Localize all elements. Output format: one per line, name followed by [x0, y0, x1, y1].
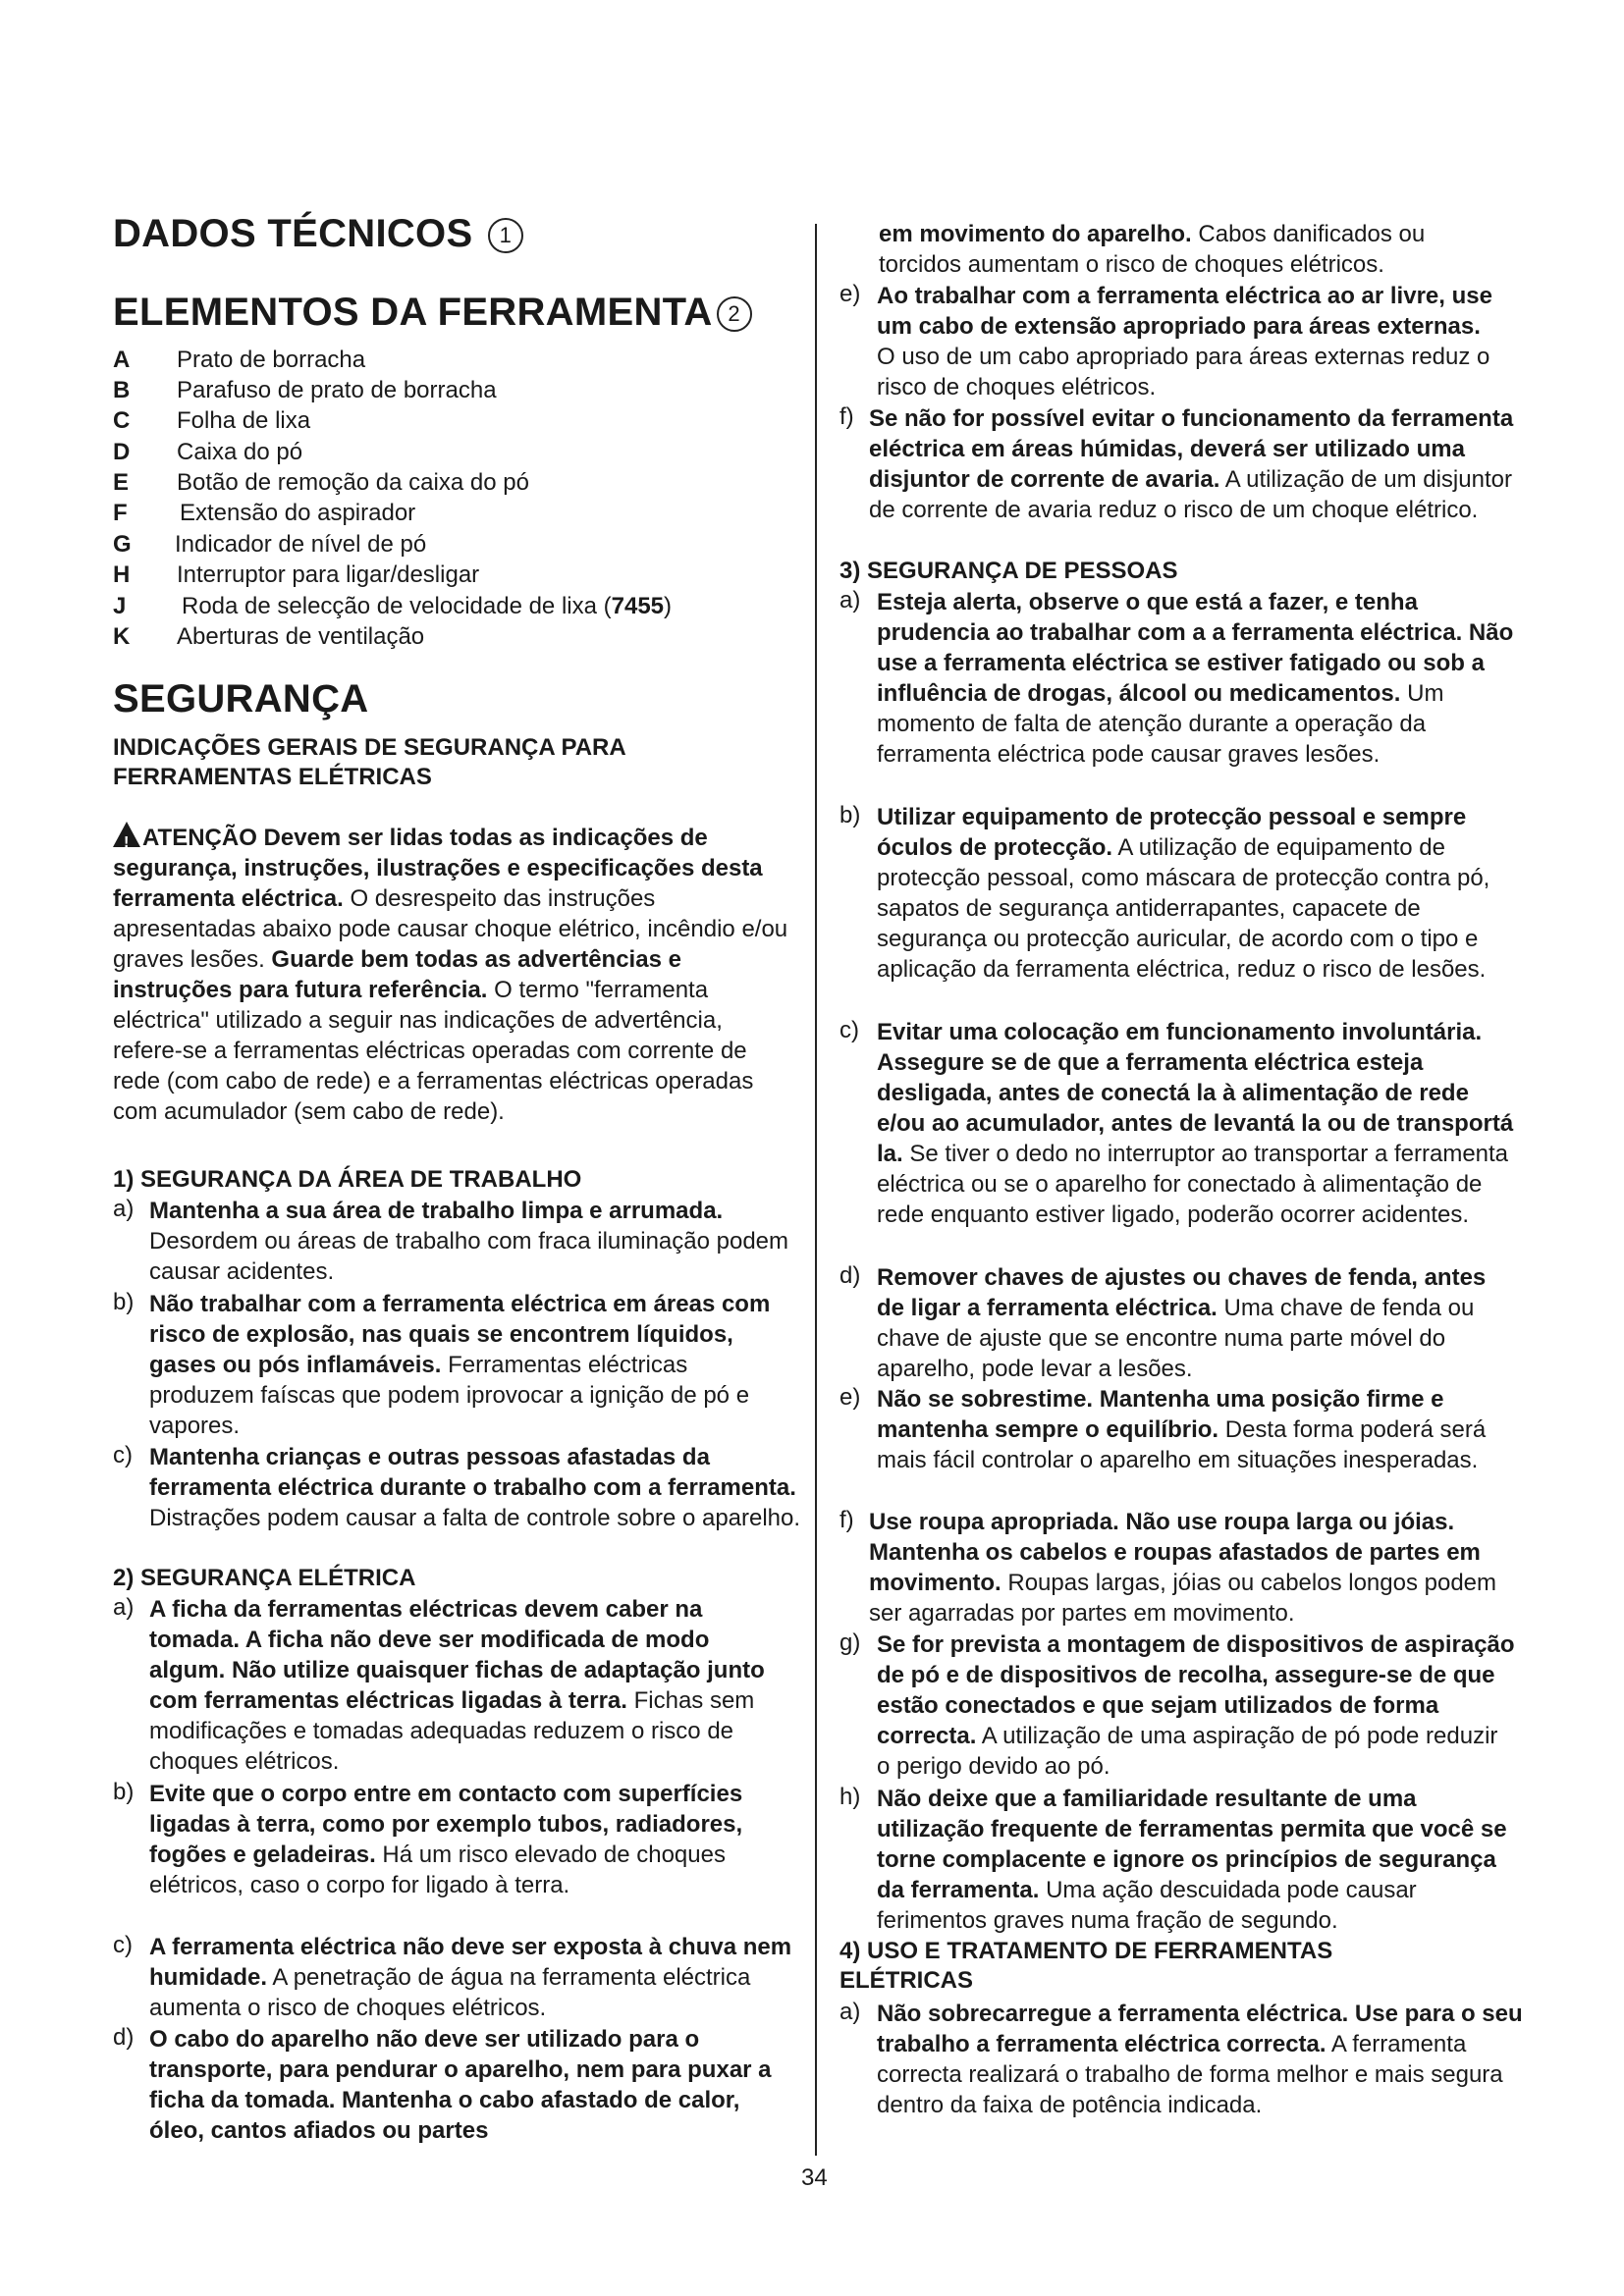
item-text: A utilização de equipamento de protecção pessoal, como máscara de protecção contra pó, sapatos de segurança antiderrapantes, capacete de segurança ou protecção auricular, de acordo com o tipo e aplicação da ferramenta eléctrica, reduz o risco de lesões.: [877, 834, 1490, 983]
item-text: Ferramentas eléctricas produzem faíscas que podem iprovocar a ignição de pó e vapores.: [149, 1352, 750, 1439]
item-3f: [869, 1507, 1517, 1629]
item-label: c): [113, 1442, 133, 1468]
item-text: A utilização de uma aspiração de pó pode reduzir o perigo devido ao pó.: [877, 1723, 1498, 1780]
warning-bold: ATENÇÃO Devem ser lidas todas as indicações de segurança, instruções, ilustrações e especificações desta ferramenta eléctrica.: [113, 825, 763, 912]
element-text: Extensão do aspirador: [180, 500, 416, 526]
item-text: O uso de um cabo apropriado para áreas externas reduz o risco de choques elétricos.: [877, 344, 1490, 400]
section-1-heading: 1) SEGURANÇA DA ÁREA DE TRABALHO: [113, 1166, 582, 1193]
title-seguranca: SEGURANÇA: [113, 677, 369, 721]
item-label: c): [113, 1932, 133, 1958]
element-letter: G: [113, 531, 132, 558]
section-4-heading: [839, 1937, 1429, 1996]
item-3e: [877, 1384, 1515, 1475]
item-3d: [877, 1262, 1515, 1384]
item-text: Se tiver o dedo no interruptor ao transportar a ferramenta eléctrica ou se o aparelho for conectado à alimentação de rede enquanto estiver ligado, poderão ocorrer acidentes.: [877, 1141, 1509, 1228]
item-bold: Esteja alerta, observe o que está a fazer, e tenha prudencia ao trabalhar com a a ferramenta eléctrica. Não use a ferramenta eléctrica se estiver fatigado ou sob a influência de drogas, álcool ou medicamentos.: [877, 589, 1514, 707]
item-text: Uma chave de fenda ou chave de ajuste que se encontre numa parte móvel do aparelho, pode levar a lesões.: [877, 1295, 1475, 1382]
item-bold: Se for prevista a montagem de dispositivos de aspiração de pó e de dispositivos de recolha, assegure-se de que estão conectados e que sejam utilizados de forma correcta.: [877, 1631, 1515, 1749]
item-text: Cabos danificados ou torcidos aumentam o risco de choques elétricos.: [879, 221, 1426, 278]
item-label: h): [839, 1784, 861, 1810]
item-bold: O cabo do aparelho não deve ser utilizado para o transporte, para pendurar o aparelho, nem para puxar a ficha da tomada. Mantenha o cabo afastado de calor, óleo, cantos afiados ou partes: [149, 2026, 772, 2144]
item-bold: Não trabalhar com a ferramenta eléctrica em áreas com risco de explosão, nas quais se encontrem líquidos, gases ou pós inflamáveis.: [149, 1291, 771, 1378]
item-bold: Não sobrecarregue a ferramenta eléctrica. Use para o seu trabalho a ferramenta eléctrica correcta.: [877, 2001, 1523, 2057]
warning-triangle-icon: [113, 822, 140, 847]
item-bold: Mantenha crianças e outras pessoas afastadas da ferramenta eléctrica durante o trabalho com a ferramenta.: [149, 1444, 796, 1501]
element-letter: J: [113, 593, 127, 619]
element-text: Indicador de nível de pó: [175, 531, 427, 558]
item-text: A ferramenta correcta realizará o trabalho de forma melhor e mais segura dentro da faixa de potência indicada.: [877, 2031, 1503, 2118]
item-bold: Remover chaves de ajustes ou chaves de fenda, antes de ligar a ferramenta eléctrica.: [877, 1264, 1487, 1321]
item-bold: Evitar uma colocação em funcionamento involuntária. Assegure se de que a ferramenta eléctrica esteja desligada, antes de conectá la à alimentação de rede e/ou ao acumulador, antes de levantá la ou de transportá la.: [877, 1019, 1514, 1167]
item-label: f): [839, 403, 854, 430]
item-1c: [149, 1442, 807, 1533]
item-2d: [149, 2024, 778, 2146]
warning-paragraph: [113, 822, 790, 1127]
title-dados-tecnicos: [113, 212, 523, 256]
column-divider: [815, 224, 817, 2156]
item-bold: Ao trabalhar com a ferramenta eléctrica ao ar livre, use um cabo de extensão apropriado para áreas externas.: [877, 283, 1492, 340]
item-label: b): [839, 802, 861, 828]
item-3a: [877, 587, 1515, 770]
element-letter: K: [113, 623, 131, 650]
item-3g: [877, 1629, 1515, 1782]
element-text: Botão de remoção da caixa do pó: [177, 469, 529, 496]
item-3c: [877, 1017, 1515, 1230]
element-letter: A: [113, 347, 131, 373]
element-letter: B: [113, 377, 131, 403]
item-label: e): [839, 281, 861, 307]
item-label: g): [839, 1629, 861, 1656]
item-label: d): [113, 2024, 135, 2051]
section-3-heading: 3) SEGURANÇA DE PESSOAS: [839, 558, 1178, 584]
element-text: Parafuso de prato de borracha: [177, 377, 497, 403]
item-2d-continued: [879, 219, 1497, 280]
element-letter: E: [113, 469, 130, 496]
item-bold: Use roupa apropriada. Não use roupa larga ou jóias. Mantenha os cabelos e roupas afastados de partes em movimento.: [869, 1509, 1481, 1596]
element-text: Caixa do pó: [177, 439, 303, 465]
item-2b: [149, 1779, 778, 1900]
element-text-after: ): [664, 593, 673, 619]
item-1b: [149, 1289, 787, 1441]
item-text: Há um risco elevado de choques elétricos, caso o corpo for ligado à terra.: [149, 1842, 726, 1898]
item-2a: [149, 1594, 778, 1777]
element-letter: H: [113, 561, 131, 588]
item-label: e): [839, 1384, 861, 1411]
item-label: a): [113, 1196, 135, 1222]
element-letter: F: [113, 500, 128, 526]
title-elementos: [113, 291, 752, 335]
element-text: Folha de lixa: [177, 407, 311, 434]
element-text: [182, 593, 672, 620]
item-3b: [877, 802, 1515, 985]
item-text: Roupas largas, jóias ou cabelos longos podem ser agarradas por partes em movimento.: [869, 1570, 1497, 1627]
title-text: ELEMENTOS DA FERRAMENTA: [113, 291, 713, 334]
warning-bold: Guarde bem todas as advertências e instruções para futura referência.: [113, 946, 681, 1003]
element-text: Interruptor para ligar/desligar: [177, 561, 480, 588]
item-label: c): [839, 1017, 859, 1043]
figure-ref-1: 1: [488, 218, 523, 253]
model-number: 7455: [611, 593, 665, 619]
element-letter: D: [113, 439, 131, 465]
item-text: Desordem ou áreas de trabalho com fraca iluminação podem causar acidentes.: [149, 1228, 789, 1285]
item-label: d): [839, 1262, 861, 1289]
item-label: a): [113, 1594, 135, 1621]
page-number: 34: [801, 2164, 828, 2191]
item-2f: [869, 403, 1517, 525]
element-letter: C: [113, 407, 131, 434]
item-3h: [877, 1784, 1525, 1936]
item-bold: A ficha da ferramentas eléctricas devem caber na tomada. A ficha não deve ser modificada de modo algum. Não utilize quaisquer fichas de adaptação junto com ferramentas eléctricas ligadas à terra.: [149, 1596, 765, 1714]
item-bold: Se não for possível evitar o funcionamento da ferramenta eléctrica em áreas húmidas, deverá ser utilizado uma disjuntor de corrente de avaria.: [869, 405, 1514, 493]
item-text: Uma ação descuidada pode causar ferimentos graves numa fração de segundo.: [877, 1877, 1417, 1934]
warning-text: O desrespeito das instruções apresentadas abaixo pode causar choque elétrico, incêndio e/ou graves lesões.: [113, 885, 788, 973]
item-label: a): [839, 587, 861, 614]
item-bold: Não se sobrestime. Mantenha uma posição firme e mantenha sempre o equilíbrio.: [877, 1386, 1444, 1443]
item-text: A penetração de água na ferramenta eléctrica aumenta o risco de choques elétricos.: [149, 1964, 751, 2021]
item-text: Desta forma poderá será mais fácil controlar o aparelho em situações inesperadas.: [877, 1416, 1487, 1473]
warning-text: O termo "ferramenta eléctrica" utilizado a seguir nas indicações de advertência, refere-se a ferramentas eléctricas operadas com corrente de rede (com cabo de rede) e a ferramentas eléctricas operadas com acumulador (sem cabo de rede).: [113, 977, 754, 1125]
item-text: Distrações podem causar a falta de controle sobre o aparelho.: [149, 1505, 801, 1531]
item-2e: [877, 281, 1505, 402]
item-bold: Evite que o corpo entre em contacto com superfícies ligadas à terra, como por exemplo tubos, radiadores, fogões e geladeiras.: [149, 1781, 743, 1868]
section-2-heading: 2) SEGURANÇA ELÉTRICA: [113, 1565, 416, 1591]
item-text: Um momento de falta de atenção durante a operação da ferramenta eléctrica pode causar graves lesões.: [877, 680, 1444, 768]
item-1a: [149, 1196, 797, 1287]
item-text: Fichas sem modificações e tomadas adequadas reduzem o risco de choques elétricos.: [149, 1687, 755, 1775]
item-text: A utilização de um disjuntor de corrente de avaria reduz o risco de um choque elétrico.: [869, 466, 1512, 523]
subtitle-indicacoes: INDICAÇÕES GERAIS DE SEGURANÇA PARA FERRAMENTAS ELÉTRICAS: [113, 734, 625, 790]
item-bold: Utilizar equipamento de protecção pessoal e sempre óculos de protecção.: [877, 804, 1467, 861]
item-2c: [149, 1932, 797, 2023]
item-label: b): [113, 1289, 135, 1315]
item-bold: em movimento do aparelho.: [879, 221, 1192, 247]
title-text: DADOS TÉCNICOS: [113, 212, 473, 255]
item-label: b): [113, 1779, 135, 1805]
item-label: a): [839, 1999, 861, 2025]
item-label: f): [839, 1507, 854, 1533]
figure-ref-2: 2: [717, 296, 752, 332]
item-bold: Não deixe que a familiaridade resultante de uma utilização frequente de ferramentas permita que você se torne complacente e ignore os princípios de segurança da ferramenta.: [877, 1786, 1507, 1903]
element-text: Prato de borracha: [177, 347, 366, 373]
section-4-heading-text: 4) USO E TRATAMENTO DE FERRAMENTAS ELÉTRICAS: [839, 1938, 1333, 1994]
item-bold: A ferramenta eléctrica não deve ser exposta à chuva nem humidade.: [149, 1934, 792, 1991]
item-4a: [877, 1999, 1525, 2120]
item-bold: Mantenha a sua área de trabalho limpa e arrumada.: [149, 1198, 724, 1224]
element-text: Aberturas de ventilação: [177, 623, 425, 650]
element-text-main: Roda de selecção de velocidade de lixa (: [182, 593, 612, 619]
